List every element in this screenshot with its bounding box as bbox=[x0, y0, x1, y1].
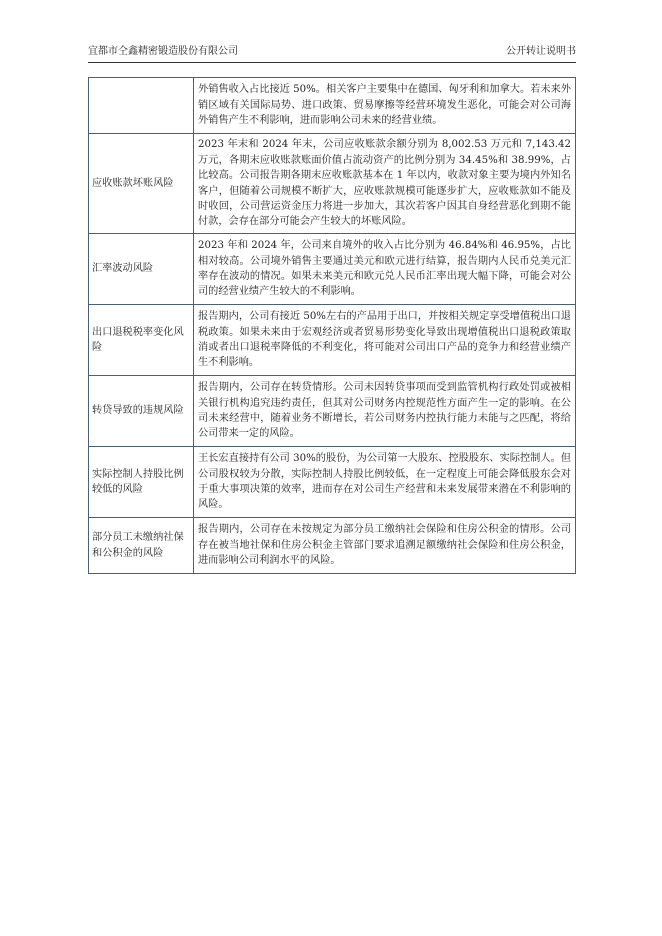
risk-name: 应收账款坏账风险 bbox=[89, 134, 194, 234]
risk-table bbox=[88, 77, 576, 574]
document-type: 公开转让说明书 bbox=[506, 46, 576, 57]
company-name: 宜都市仝鑫精密锻造股份有限公司 bbox=[88, 46, 238, 57]
risk-description: 2023 年末和 2024 年末，公司应收账款余额分别为 8,002.53 万元和 7,143.42 万元，各期末应收账款账面价值占流动资产的比例分别为 34.45%和 38.99%，占比较高。公司报告期各期末应收账款基本在 1 年以内，收款对象主要为境内外知名客户，但随着公司规模不断扩大，应收账款规模可能逐步扩大，应收账款如不能及时收回，公司营运资金压力将进一步加大，其次若客户因其自身经营恶化到期不能付款，会存在部分可能会产生较大的坏账风险。 bbox=[194, 134, 576, 234]
risk-description: 报告期内，公司存在转贷情形。公司未因转贷事项而受到监管机构行政处罚或被相关银行机构追究违约责任，但其对公司财务内控规范性方面产生一定的影响。在公司未来经营中，随着业务不断增长，若公司财务内控执行能力未能与之匹配，将给公司带来一定的风险。 bbox=[194, 376, 576, 447]
page-header bbox=[88, 44, 576, 63]
risk-name: 实际控制人持股比例较低的风险 bbox=[89, 447, 194, 518]
risk-description: 王长宏直接持有公司 30%的股份，为公司第一大股东、控股股东、实际控制人。但公司股权较为分散，实际控制人持股比例较低，在一定程度上可能会降低股东会对于重大事项决策的效率，进而存在对公司生产经营和未来发展带来潜在不利影响的风险。 bbox=[194, 447, 576, 518]
risk-name: 转贷导致的违规风险 bbox=[89, 376, 194, 447]
risk-description: 报告期内，公司存在未按规定为部分员工缴纳社会保险和住房公积金的情形。公司存在被当地社保和住房公积金主管部门要求追溯足额缴纳社会保险和住房公积金，进而影响公司利润水平的风险。 bbox=[194, 518, 576, 574]
risk-name: 汇率波动风险 bbox=[89, 234, 194, 305]
table-row bbox=[89, 447, 576, 518]
table-row bbox=[89, 376, 576, 447]
risk-name: 部分员工未缴纳社保和公积金的风险 bbox=[89, 518, 194, 574]
table-row bbox=[89, 305, 576, 376]
table-row bbox=[89, 78, 576, 134]
table-row bbox=[89, 518, 576, 574]
risk-description: 外销售收入占比接近 50%。相关客户主要集中在德国、匈牙利和加拿大。若未来外销区域有关国际局势、进口政策、贸易摩擦等经营环境发生恶化，可能会对公司海外销售产生不利影响，进而影响公司未来的经营业绩。 bbox=[194, 78, 576, 134]
risk-description: 2023 年和 2024 年，公司来自境外的收入占比分别为 46.84%和 46.95%，占比相对较高。公司境外销售主要通过美元和欧元进行结算，报告期内人民币兑美元汇率存在波动的情况。如果未来美元和欧元兑人民币汇率出现大幅下降，可能会对公司的经营业绩产生较大的不利影响。 bbox=[194, 234, 576, 305]
table-row bbox=[89, 234, 576, 305]
table-row bbox=[89, 134, 576, 234]
risk-name: 出口退税税率变化风险 bbox=[89, 305, 194, 376]
risk-name bbox=[89, 78, 194, 134]
risk-description: 报告期内，公司有接近 50%左右的产品用于出口，并按相关规定享受增值税出口退税政策。如果未来由于宏观经济或者贸易形势变化导致出现增值税出口退税政策取消或者出口退税率降低的不利变化，将可能对公司出口产品的竞争力和经营业绩产生不利影响。 bbox=[194, 305, 576, 376]
